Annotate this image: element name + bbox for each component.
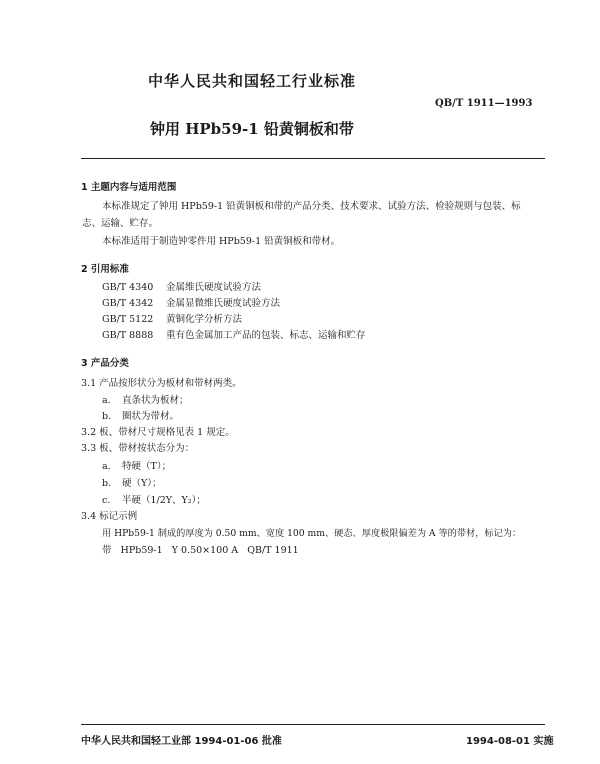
standard-number: QB/T 1911—1993 [435,98,533,109]
clause-3-1-item-a [102,395,189,407]
clause-3-1-item-b [102,411,179,423]
reference-code: GB/T 5122 [102,314,154,325]
reference-code: GB/T 4340 [102,282,154,293]
clause-3-3-item-a [102,461,171,473]
approval-text: 中华人民共和国轻工业部 1994-01-06 批准 [81,736,282,747]
clause-3-3: 3.3 板、带材按状态分为： [81,443,195,454]
section-1-para-1-line-1: 本标准规定了钟用 HPb59-1 铅黄铜板和带的产品分类、技术要求、试验方法、检验规则与包装、标 [102,201,521,212]
clause-3-3-item-c [102,495,206,507]
section-2-heading: 2 引用标准 [81,264,129,275]
item-label: b. [102,411,112,422]
item-label: c. [102,495,111,506]
section-3-heading: 3 产品分类 [81,358,129,369]
item-text: 圈状为带材。 [122,411,180,422]
reference-item [102,298,280,310]
item-text: 硬（Y）； [122,478,162,489]
clause-3-4: 3.4 标记示例 [81,511,138,522]
reference-item [102,314,242,326]
section-1-para-2: 本标准适用于制造钟零件用 HPb59-1 铅黄铜板和带材。 [102,236,341,247]
clause-3-2: 3.2 板、带材尺寸规格见表 1 规定。 [81,427,235,438]
clause-3-4-example: 带 HPb59-1 Y 0.50×100 A QB/T 1911 [102,545,299,556]
section-1-heading: 1 主题内容与适用范围 [81,182,177,193]
standard-org-heading: 中华人民共和国轻工行业标准 [148,72,357,90]
item-label: b. [102,478,112,489]
reference-title: 重有色金属加工产品的包装、标志、运输和贮存 [166,330,366,341]
effective-date: 1994-08-01 实施 [466,736,554,747]
header-rule [81,158,545,159]
section-1-para-1-line-2: 志、运输、贮存。 [82,218,159,229]
item-text: 特硬（T）； [122,461,172,472]
reference-title: 黄铜化学分析方法 [166,314,243,325]
reference-item [102,330,366,342]
clause-3-3-item-b [102,478,162,490]
document-title: 钟用 HPb59-1 铅黄铜板和带 [150,120,354,138]
reference-code: GB/T 8888 [102,330,154,341]
footer-rule [81,724,545,725]
reference-title: 金属维氏硬度试验方法 [166,282,262,293]
clause-3-4-description: 用 HPb59-1 制成的厚度为 0.50 mm、宽度 100 mm、硬态、厚度极限偏差为 A 等的带材，标记为： [102,528,522,539]
item-label: a. [102,461,111,472]
item-label: a. [102,395,111,406]
clause-3-1: 3.1 产品按形状分为板材和带材两类。 [81,378,242,389]
reference-title: 金属显微维氏硬度试验方法 [166,298,281,309]
item-text: 直条状为板材； [122,395,189,406]
item-text: 半硬（1/2Y、Y₂）； [122,495,206,506]
reference-item [102,282,261,294]
reference-code: GB/T 4342 [102,298,154,309]
